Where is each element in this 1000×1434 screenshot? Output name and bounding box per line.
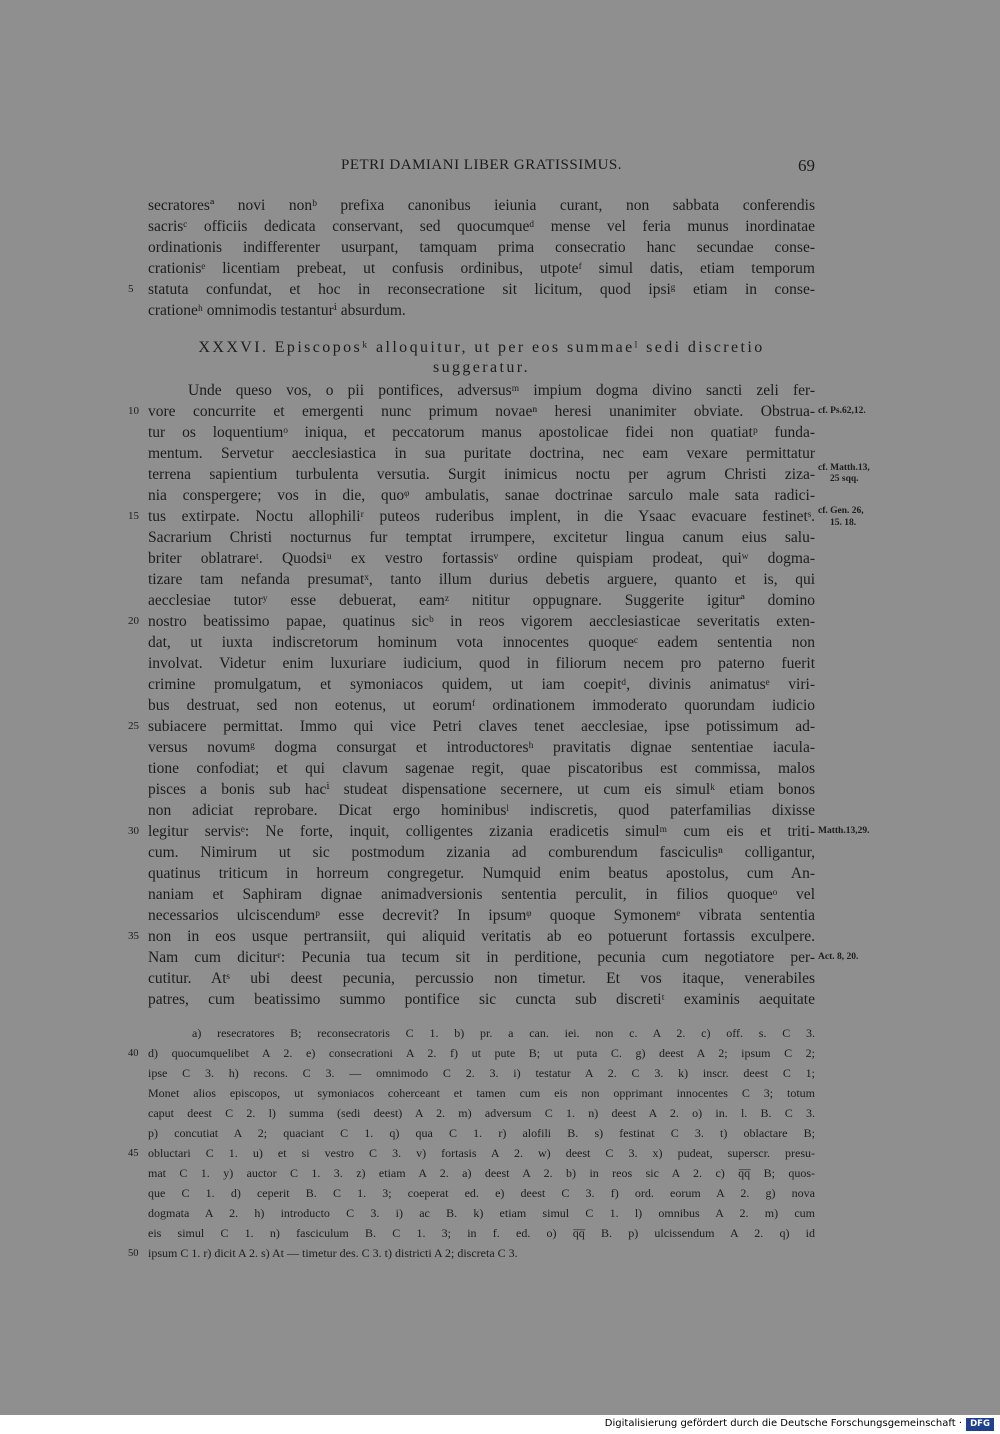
text-line: versus novumᵍ dogma consurgat et introductoresʰ pravitatis dignae sententiae iacula-: [148, 739, 815, 756]
text-line: terrena sapientium turbulenta versutia. Surgit inimicus noctu per agrum Christi ziza-: [148, 466, 815, 483]
text-line: sacrisᶜ officiis dedicata conservant, sed quocumqueᵈ mense vel feria munus inordinatae: [148, 218, 815, 235]
text-line: involvat. Videtur enim luxuriare iudicium, quod in filiorum necem pro paterno fuerit: [148, 655, 815, 672]
digitization-footer: [0, 1415, 1000, 1434]
text-line: necessarios ulciscendumᵖ esse decrevit? In ipsumᵠ quoque Symonemᵉ vibrata sententia: [148, 907, 815, 924]
running-title: PETRI DAMIANI LIBER GRATISSIMUS.: [340, 157, 622, 173]
text-line: dat, ut iuxta indiscretorum hominum vota innocentes quoqueᶜ eadem sententia non: [148, 634, 815, 651]
line-number: 35: [128, 930, 139, 942]
text-line: tizare tam nefanda presumatˣ, tanto illum durius debetis arguere, quanto et is, qui: [148, 571, 815, 588]
line-number: 40: [128, 1048, 139, 1059]
text-line: crationisᵉ licentiam prebeat, ut confusis ordinibus, utpoteᶠ simul datis, etiam temporum: [148, 260, 815, 277]
text-line: tus extirpate. Noctu allophiliʳ puteos ruderibus implent, in die Ysaac evacuare festinetˢ.: [148, 508, 815, 525]
footer-text: Digitalisierung gefördert durch die Deutsche Forschungsgemeinschaft ·: [604, 1418, 962, 1429]
footnote-line: p) concutiat A 2; quaciant C 1. q) qua C 1. r) alofili B. s) festinat C 3. t) oblactare B;: [148, 1126, 815, 1140]
footnote-line: mat C 1. y) auctor C 1. 3. z) etiam A 2. a) deest A 2. b) in reos sic A 2. c) q̅q̅ B; quos-: [148, 1166, 815, 1180]
text-line: mentum. Servetur aecclesiastica in sua puritate doctrina, nec eam vexare permittatur: [148, 445, 815, 462]
footnote-line: Monet alios episcopos, ut symoniacos coherceant et tamen cum eis non opprimant innocentes C 3; totum: [148, 1086, 815, 1100]
page-number: 69: [798, 156, 815, 175]
text-line: tur os loquentiumᵒ iniqua, et peccatorum manus apostolicae fidei non quatiatᵖ funda-: [148, 424, 815, 441]
text-line: crimine promulgatum, et symoniacos quidem, ut iam coepitᵈ, divinis animatusᵉ viri-: [148, 676, 815, 693]
running-header: [148, 157, 815, 179]
text-line: crationeʰ omnimodis testanturⁱ absurdum.: [148, 302, 406, 319]
margin-note: Matth.13,29.: [818, 826, 870, 836]
chapter-heading: XXXVI. Episcoposᵏ alloquitur, ut per eos summaeˡ sedi discretio: [198, 339, 765, 356]
text-line: cutitur. Atˢ ubi deest pecunia, percussio non timetur. Et vos itaque, venerabiles: [148, 970, 815, 987]
text-line: tione confodiat; et qui clavum sagenae regit, quae piscatoribus est commissa, malos: [148, 760, 815, 777]
text-line: briter oblatrareᵗ. Quodsiᵘ ex vestro fortassisᵛ ordine quispiam prodeat, quiʷ dogma-: [148, 550, 815, 567]
line-number: 25: [128, 720, 139, 732]
text-line: secratoresª novi nonᵇ prefixa canonibus ieiunia curant, non sabbata conferendis: [148, 197, 815, 214]
footnote-line: ipsum C 1. r) dicit A 2. s) At — timetur des. C 3. t) districti A 2; discreta C 3.: [148, 1246, 518, 1260]
footnote-line: dogmata A 2. h) introducto C 3. i) ac B. k) etiam simul C 1. l) omnibus A 2. m) cum: [148, 1206, 815, 1220]
line-number: 5: [128, 283, 134, 295]
text-line: non adiciat reprobare. Dicat ergo hominibusˡ indiscretis, quod paterfamilias dixisse: [148, 802, 815, 819]
footnote-line: a) resecratores B; reconsecratoris C 1. b) pr. a can. iei. non c. A 2. c) off. s. C 3.: [192, 1026, 815, 1040]
dfg-logo: DFG: [966, 1418, 994, 1431]
text-line: legitur servisᵉ: Ne forte, inquit, colligentes zizania eradicetis simulᵐ cum eis et triti-: [148, 823, 815, 840]
text-line: bus destruat, sed non eotenus, ut eorumᶠ ordinationem immoderato quorundam iudicio: [148, 697, 815, 714]
line-number: 50: [128, 1248, 139, 1259]
text-line: Sacrarium Christi nocturnus fur temptat irrumpere, excitetur lingua canum eius salu-: [148, 529, 815, 546]
text-line: vore concurrite et emergenti nunc primum novaeⁿ heresi unanimiter obviate. Obstrua-: [148, 403, 815, 420]
margin-note: Act. 8, 20.: [818, 952, 859, 962]
line-number: 15: [128, 510, 139, 522]
text-line: ordinationis indifferenter usurpant, tamquam prima consecratio hanc secundae conse-: [148, 239, 815, 256]
line-number: 45: [128, 1148, 139, 1159]
chapter-heading-cont: suggeratur.: [432, 359, 531, 376]
text-line: non in eos usque pertransiit, qui aliquid veritatis ab eo potuerunt fortassis exculpere.: [148, 928, 815, 945]
text-line: pisces a bonis sub hacⁱ studeat dispensatione secernere, ut cum eis simulᵏ etiam bonos: [148, 781, 815, 798]
text-line: Nam cum diciturʳ: Pecunia tua tecum sit in perditione, pecunia cum negotiatore per-: [148, 949, 815, 966]
margin-note: cf. Matth.13,: [818, 463, 870, 473]
footnote-line: que C 1. d) ceperit B. C 1. 3; coeperat ed. e) deest C 3. f) ord. eorum A 2. g) nova: [148, 1186, 815, 1200]
text-line: nia conspergere; vos in die, quoᵠ ambulatis, sanae doctrinae sarculo male sata radici-: [148, 487, 815, 504]
margin-note: cf. Ps.62,12.: [818, 406, 866, 416]
text-line: statuta confundat, et hoc in reconsecratione sit licitum, quod ipsiᵍ etiam in conse-: [148, 281, 815, 298]
line-number: 10: [128, 405, 139, 417]
text-line: naniam et Saphiram dignae animadversionis sententia perculit, in filios quoqueᵒ vel: [148, 886, 815, 903]
line-number: 30: [128, 825, 139, 837]
footnote-line: obluctari C 1. u) et si vestro C 3. v) fortasis A 2. w) deest C 3. x) pudeat, superscr. presu-: [148, 1146, 815, 1160]
line-number: 20: [128, 615, 139, 627]
footnote-line: caput deest C 2. l) summa (sedi deest) A 2. m) adversum C 1. n) deest A 2. o) in. l. B. C 3.: [148, 1106, 815, 1120]
text-line: aecclesiae tutorʸ esse debuerat, eamᶻ nititur oppugnare. Suggerite igiturª domino: [148, 592, 815, 609]
text-line: cum. Nimirum ut sic postmodum zizania ad comburendum fasciculisⁿ colligantur,: [148, 844, 815, 861]
footnote-line: eis simul C 1. n) fasciculum B. C 1. 3; in f. ed. o) q̅q̅ B. p) ulcissendum A 2. q) id: [148, 1226, 815, 1240]
text-line: patres, cum beatissimo summo pontifice sic cuncta sub discretiᵗ examinis aequitate: [148, 991, 815, 1008]
footnote-line: d) quocumquelibet A 2. e) consecrationi A 2. f) ut pute B; ut puta C. g) deest A 2; ipsum C 2;: [148, 1046, 815, 1060]
text-line: quatinus triticum in horreum congregetur. Numquid enim beatus apostolus, cum An-: [148, 865, 815, 882]
margin-note: cf. Gen. 26,: [818, 506, 864, 516]
text-line: subiacere permittat. Immo qui vice Petri claves tenet aecclesiae, ipse potissimum ad-: [148, 718, 815, 735]
margin-note: 25 sqq.: [830, 474, 859, 484]
text-line: nostro beatissimo papae, quatinus sicᵇ in reos vigorem aecclesiasticae severitatis exten-: [148, 613, 815, 630]
footnote-line: ipse C 3. h) recons. C 3. — omnimodo C 2. 3. i) testatur A 2. C 3. k) inscr. deest C 1;: [148, 1066, 815, 1080]
text-line: Unde queso vos, o pii pontifices, adversusᵐ impium dogma divino sancti zeli fer-: [188, 382, 815, 399]
margin-note: 15. 18.: [830, 518, 857, 528]
